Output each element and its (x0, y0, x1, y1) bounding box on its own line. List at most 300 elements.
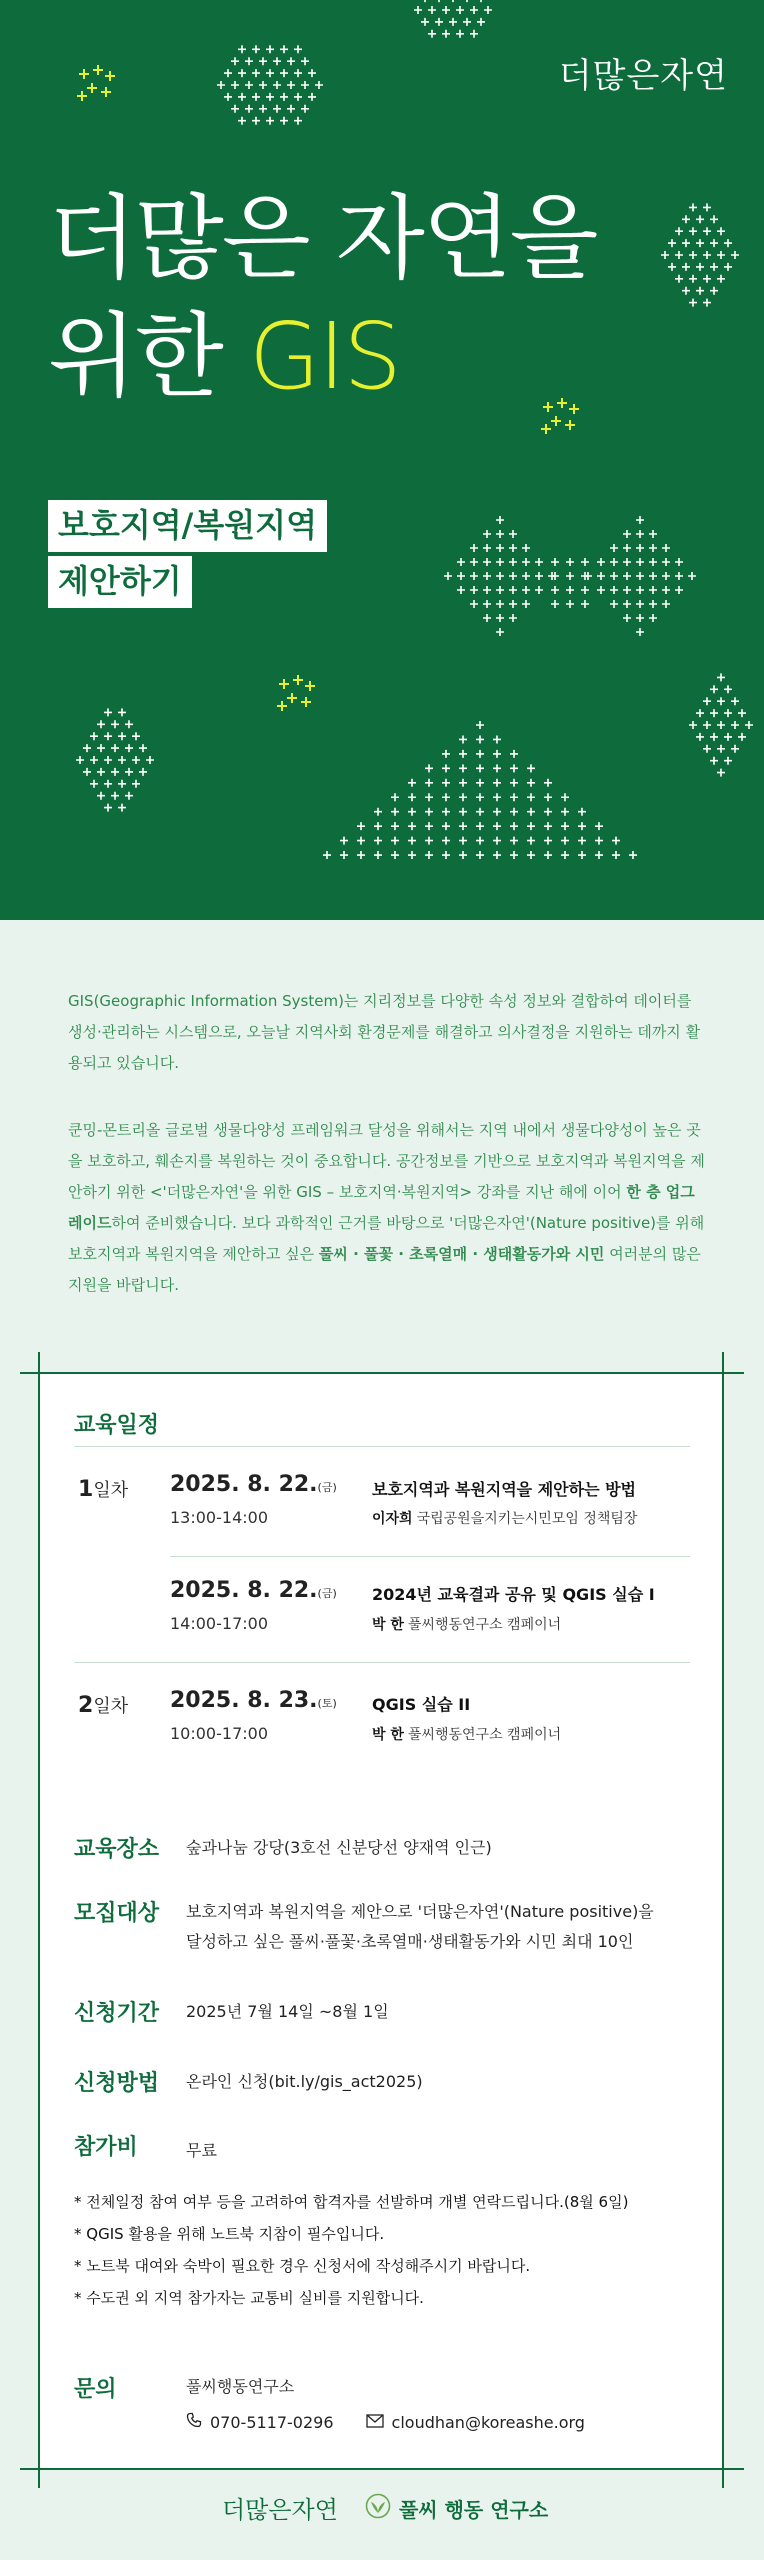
note-item: * 노트북 대여와 숙박이 필요한 경우 신청서에 작성해주시기 바랍니다. (74, 2257, 531, 2275)
plus-glyph (717, 721, 725, 729)
plus-glyph (132, 756, 140, 764)
plus-glyph (703, 745, 711, 753)
plus-glyph (738, 709, 746, 717)
plus-glyph (522, 586, 530, 594)
schedule-topic: 2024년 교육결과 공유 및 QGIS 실습 I (372, 1585, 655, 1604)
plus-glyph (623, 614, 631, 622)
plus-glyph (623, 600, 631, 608)
note-item: * 전체일정 참여 여부 등을 고려하여 합격자를 선발하며 개별 연락드립니다.(8월 6일) (74, 2193, 629, 2211)
schedule-speaker (372, 1724, 561, 1744)
plus-glyph (391, 793, 399, 801)
plus-glyph (496, 628, 504, 636)
plus-glyph (581, 600, 589, 608)
plus-glyph (566, 586, 574, 594)
plus-pattern-mountain (300, 715, 660, 875)
plus-glyph (710, 709, 718, 717)
plus-glyph (90, 756, 98, 764)
plus-glyph (724, 239, 732, 247)
plus-glyph (682, 215, 690, 223)
plus-glyph (636, 530, 644, 538)
plus-glyph (308, 69, 316, 77)
plus-glyph (425, 779, 433, 787)
plus-glyph (104, 756, 112, 764)
hero-title-line2 (48, 298, 596, 416)
hero-title-gis: GIS (249, 303, 400, 410)
plus-glyph (493, 779, 501, 787)
plus-glyph (522, 558, 530, 566)
footer-brand-logo: 더많은자연 (222, 2496, 338, 2524)
plus-glyph (623, 572, 631, 580)
frame-line-right (722, 1352, 724, 2488)
schedule-time: 14:00-17:00 (170, 1614, 268, 1633)
plus-glyph (79, 69, 89, 79)
contact-phone[interactable]: 070-5117-0296 (210, 2412, 334, 2432)
plus-glyph (463, 18, 471, 26)
plus-pattern-top-center (195, 35, 345, 135)
plus-glyph (280, 69, 288, 77)
plus-glyph (561, 793, 569, 801)
plus-glyph (252, 45, 260, 53)
brand-logo-top: 더많은자연 (558, 56, 728, 96)
plus-glyph (717, 673, 725, 681)
plus-glyph (87, 83, 97, 93)
plus-glyph (408, 837, 416, 845)
plus-glyph (97, 720, 105, 728)
plus-glyph (470, 586, 478, 594)
plus-glyph (217, 81, 225, 89)
speaker-affiliation: 풀씨행동연구소 캠페이너 (407, 1727, 562, 1743)
plus-glyph (76, 756, 84, 764)
plus-glyph (238, 69, 246, 77)
plus-glyph (301, 105, 309, 113)
plus-glyph (724, 263, 732, 271)
footer-org-logo (365, 2493, 548, 2524)
plus-glyph (527, 837, 535, 845)
date-value: 2025. 8. 23. (170, 1688, 318, 1713)
plus-glyph (535, 558, 543, 566)
target-line-2: 달성하고 싶은 풀씨·풀꽃·초록열매·생태활동가와 시민 최대 10인 (186, 1932, 634, 1951)
plus-glyph (710, 757, 718, 765)
plus-glyph (610, 572, 618, 580)
day-suffix: 일차 (93, 1480, 129, 1501)
plus-glyph (483, 544, 491, 552)
plus-glyph (421, 18, 429, 26)
plus-glyph (696, 239, 704, 247)
plus-glyph (496, 600, 504, 608)
note-item: * QGIS 활용을 위해 노트북 지참이 필수입니다. (74, 2225, 385, 2243)
plus-glyph (675, 572, 683, 580)
plus-glyph (252, 117, 260, 125)
plus-glyph (493, 793, 501, 801)
plus-glyph (442, 837, 450, 845)
plus-glyph (315, 81, 323, 89)
plus-glyph (425, 808, 433, 816)
plus-glyph (139, 768, 147, 776)
plus-glyph (689, 721, 697, 729)
plus-glyph (662, 600, 670, 608)
schedule-date (170, 1688, 337, 1713)
plus-glyph (476, 793, 484, 801)
plus-glyph (477, 0, 485, 2)
plus-glyph (408, 808, 416, 816)
intro-highlight-upgrade: 한 층 업그레이드 (68, 1183, 695, 1232)
plus-glyph (623, 544, 631, 552)
plus-glyph (357, 851, 365, 859)
plus-glyph (551, 416, 561, 426)
plus-glyph (273, 57, 281, 65)
plus-glyph (231, 81, 239, 89)
plus-glyph (612, 851, 620, 859)
plus-glyph (111, 720, 119, 728)
plus-glyph (745, 721, 753, 729)
plus-glyph (442, 30, 450, 38)
plus-glyph (496, 558, 504, 566)
frame-line-left (38, 1352, 40, 2488)
plus-glyph (612, 837, 620, 845)
intro-section (0, 920, 764, 1310)
plus-glyph (662, 572, 670, 580)
plus-glyph (470, 572, 478, 580)
plus-glyph (90, 732, 98, 740)
plus-glyph (597, 572, 605, 580)
plus-glyph (689, 275, 697, 283)
plus-glyph (280, 45, 288, 53)
plus-glyph (496, 530, 504, 538)
plus-glyph (724, 757, 732, 765)
plus-pattern-right (636, 190, 764, 320)
plus-glyph (703, 227, 711, 235)
plus-glyph (442, 808, 450, 816)
plus-glyph (374, 808, 382, 816)
contact-line (186, 2412, 585, 2432)
plus-glyph (578, 851, 586, 859)
plus-glyph (459, 822, 467, 830)
plus-glyph (435, 0, 443, 2)
plus-glyph (493, 851, 501, 859)
plus-glyph (125, 720, 133, 728)
plus-glyph (442, 793, 450, 801)
plus-glyph (597, 586, 605, 594)
plus-glyph (470, 6, 478, 14)
plus-glyph (97, 792, 105, 800)
plus-glyph (266, 93, 274, 101)
plus-glyph (118, 756, 126, 764)
intro-paragraph-1: GIS(Geographic Information System)는 지리정보를 다양한 속성 정보와 결합하여 데이터를 생성·관리하는 시스템으로, 오늘날 지역사회 환경문제를 해결하고 의사결정을 지원하는 데까지 활용되고 있습니다. (68, 992, 701, 1072)
plus-glyph (636, 628, 644, 636)
schedule-divider-top (74, 1446, 690, 1447)
target-label: 모집대상 (74, 1901, 160, 1926)
plus-glyph (459, 750, 467, 758)
plus-glyph (566, 600, 574, 608)
plus-glyph (425, 851, 433, 859)
plus-glyph (294, 45, 302, 53)
plus-glyph (636, 600, 644, 608)
phone-icon (186, 2412, 202, 2432)
intro-paragraph-2 (68, 1115, 708, 1301)
schedule-speaker (372, 1508, 637, 1528)
venue-value: 숲과나눔 강당(3호선 신분당선 양재역 인근) (186, 1838, 492, 1857)
plus-glyph (442, 851, 450, 859)
plus-glyph (476, 808, 484, 816)
frame-line-bottom (20, 2468, 744, 2470)
plus-glyph (595, 851, 603, 859)
plus-glyph (470, 544, 478, 552)
period-label: 신청기간 (74, 2001, 160, 2026)
plus-glyph (703, 275, 711, 283)
speaker-affiliation: 국립공원을지키는시민모임 정책팀장 (416, 1511, 638, 1527)
plus-glyph (696, 215, 704, 223)
contact-email[interactable]: cloudhan@koreashe.org (391, 2412, 585, 2432)
weekday: (금) (317, 1587, 337, 1600)
plus-glyph (509, 530, 517, 538)
hero-banner (0, 0, 764, 920)
plus-glyph (710, 215, 718, 223)
plus-glyph (493, 764, 501, 772)
plus-glyph (93, 65, 103, 75)
plus-glyph (463, 0, 471, 2)
target-value (186, 1897, 654, 1957)
plus-glyph (522, 572, 530, 580)
plus-glyph (470, 600, 478, 608)
plus-glyph (522, 600, 530, 608)
plus-glyph (724, 685, 732, 693)
period-value: 2025년 7월 14일 ~8월 1일 (186, 2002, 389, 2021)
plus-glyph (470, 30, 478, 38)
date-value: 2025. 8. 22. (170, 1578, 318, 1603)
plus-glyph (476, 764, 484, 772)
weekday: (금) (317, 1481, 337, 1494)
plus-glyph (301, 81, 309, 89)
plus-pattern-right-low (676, 660, 764, 790)
plus-glyph (689, 299, 697, 307)
plus-glyph (476, 750, 484, 758)
plus-glyph (689, 227, 697, 235)
plus-glyph (544, 808, 552, 816)
plus-glyph (476, 779, 484, 787)
plus-glyph (682, 263, 690, 271)
plus-glyph (459, 851, 467, 859)
plus-glyph (597, 558, 605, 566)
plus-glyph (668, 263, 676, 271)
intro-highlight-audience: 풀씨 · 풀꽃 · 초록열매 · 생태활동가와 시민 (318, 1245, 605, 1263)
plus-glyph (636, 516, 644, 524)
plus-glyph (662, 544, 670, 552)
plus-glyph (104, 708, 112, 716)
plus-glyph (610, 544, 618, 552)
plus-glyph (724, 733, 732, 741)
plus-glyph (428, 6, 436, 14)
note-item: * 수도권 외 지역 참가자는 교통비 실비를 지원합니다. (74, 2289, 424, 2307)
plus-glyph (391, 822, 399, 830)
plus-glyph (544, 793, 552, 801)
plus-glyph (301, 57, 309, 65)
plus-glyph (444, 572, 452, 580)
plus-glyph (293, 675, 303, 685)
plus-glyph (391, 808, 399, 816)
plus-glyph (510, 808, 518, 816)
plus-glyph (710, 733, 718, 741)
date-value: 2025. 8. 22. (170, 1472, 318, 1497)
plus-glyph (668, 239, 676, 247)
weekday: (토) (317, 1697, 337, 1710)
plus-glyph (259, 57, 267, 65)
plus-glyph (496, 586, 504, 594)
plus-glyph (139, 744, 147, 752)
plus-glyph (731, 697, 739, 705)
plus-glyph (496, 516, 504, 524)
plus-glyph (104, 804, 112, 812)
plus-glyph (442, 822, 450, 830)
plus-glyph (496, 614, 504, 622)
plus-glyph (77, 91, 87, 101)
mail-icon (366, 2413, 384, 2432)
plus-glyph (510, 750, 518, 758)
schedule-divider-inner (170, 1556, 690, 1557)
plus-glyph (252, 69, 260, 77)
plus-glyph (408, 851, 416, 859)
plus-glyph (561, 851, 569, 859)
plus-glyph (483, 600, 491, 608)
plus-glyph (544, 779, 552, 787)
plus-glyph (421, 0, 429, 2)
plus-glyph (541, 424, 551, 434)
plus-glyph (703, 299, 711, 307)
plus-glyph (636, 614, 644, 622)
plus-glyph (610, 586, 618, 594)
plus-glyph (493, 808, 501, 816)
plus-glyph (442, 750, 450, 758)
plus-glyph (649, 600, 657, 608)
plus-glyph (425, 837, 433, 845)
plus-glyph (483, 586, 491, 594)
plus-glyph (493, 837, 501, 845)
plus-glyph (238, 93, 246, 101)
plus-glyph (459, 793, 467, 801)
plus-glyph (675, 275, 683, 283)
notes-list (74, 2186, 628, 2314)
plus-glyph (544, 851, 552, 859)
plus-glyph (132, 732, 140, 740)
plus-glyph (425, 822, 433, 830)
plus-glyph (535, 586, 543, 594)
plus-glyph (636, 572, 644, 580)
plus-glyph (509, 558, 517, 566)
plus-glyph (435, 18, 443, 26)
plus-glyph (97, 768, 105, 776)
plus-glyph (561, 822, 569, 830)
plus-glyph (623, 530, 631, 538)
plus-glyph (374, 822, 382, 830)
plus-glyph (565, 420, 575, 430)
schedule-divider-mid (74, 1662, 690, 1663)
target-line-1: 보호지역과 복원지역을 제안으로 '더많은자연'(Nature positive)을 (186, 1902, 654, 1921)
plus-glyph (245, 81, 253, 89)
plus-glyph (510, 851, 518, 859)
schedule-title: 교육일정 (74, 1413, 160, 1438)
hero-subtitle-line1: 보호지역/복원지역 (48, 500, 327, 552)
plus-glyph (111, 744, 119, 752)
plus-glyph (459, 779, 467, 787)
plus-glyph (595, 822, 603, 830)
plus-glyph (710, 239, 718, 247)
plus-glyph (457, 572, 465, 580)
plus-glyph (710, 287, 718, 295)
plus-glyph (649, 544, 657, 552)
plus-glyph (231, 105, 239, 113)
plus-glyph (689, 203, 697, 211)
schedule-time: 13:00-14:00 (170, 1508, 268, 1527)
plus-glyph (496, 572, 504, 580)
plus-glyph (675, 586, 683, 594)
plus-glyph (425, 793, 433, 801)
plus-pattern-butterfly (440, 505, 700, 655)
plus-glyph (717, 227, 725, 235)
plus-glyph (703, 251, 711, 259)
plus-glyph (527, 808, 535, 816)
day-number: 1 (78, 1477, 94, 1502)
plus-glyph (245, 57, 253, 65)
plus-glyph (578, 837, 586, 845)
plus-glyph (551, 586, 559, 594)
speaker-affiliation: 풀씨행동연구소 캠페이너 (407, 1617, 562, 1633)
yellow-plus-cluster-1 (72, 62, 122, 110)
plus-glyph (493, 822, 501, 830)
plus-glyph (294, 69, 302, 77)
plus-glyph (484, 6, 492, 14)
plus-glyph (682, 287, 690, 295)
plus-glyph (287, 57, 295, 65)
schedule-time: 10:00-17:00 (170, 1724, 268, 1743)
method-value: 온라인 신청(bit.ly/gis_act2025) (186, 2072, 423, 2091)
plus-glyph (459, 735, 467, 743)
plus-glyph (731, 721, 739, 729)
footer-org-name: 풀씨 행동 연구소 (399, 2498, 549, 2522)
plus-glyph (111, 792, 119, 800)
plus-glyph (83, 768, 91, 776)
plus-glyph (578, 808, 586, 816)
plus-glyph (280, 117, 288, 125)
plus-glyph (717, 251, 725, 259)
contact-org: 풀씨행동연구소 (186, 2377, 295, 2396)
plus-glyph (566, 558, 574, 566)
plus-glyph (649, 530, 657, 538)
plus-glyph (483, 572, 491, 580)
plus-glyph (476, 837, 484, 845)
plus-glyph (649, 586, 657, 594)
plus-glyph (277, 701, 287, 711)
plus-glyph (636, 544, 644, 552)
plus-glyph (408, 822, 416, 830)
plus-glyph (535, 572, 543, 580)
plus-glyph (305, 681, 315, 691)
plus-glyph (527, 793, 535, 801)
plus-glyph (703, 697, 711, 705)
plus-glyph (581, 558, 589, 566)
plus-glyph (483, 558, 491, 566)
plus-glyph (340, 851, 348, 859)
plus-glyph (483, 614, 491, 622)
schedule-date (170, 1578, 337, 1603)
plus-glyph (629, 851, 637, 859)
plus-glyph (493, 735, 501, 743)
plus-glyph (509, 572, 517, 580)
plus-glyph (717, 745, 725, 753)
plus-glyph (456, 30, 464, 38)
plus-glyph (294, 93, 302, 101)
plus-glyph (510, 822, 518, 830)
plus-glyph (456, 6, 464, 14)
plus-glyph (496, 544, 504, 552)
